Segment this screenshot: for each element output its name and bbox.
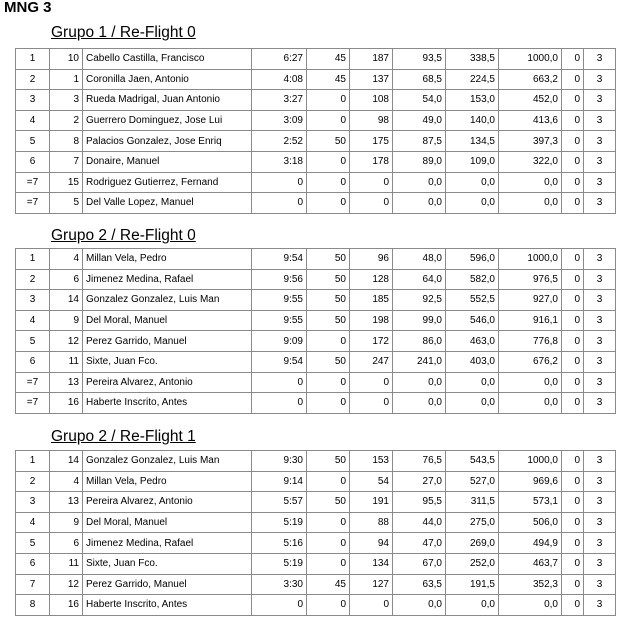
total-cell: 311,5 xyxy=(446,492,499,513)
landing-points-cell: 0 xyxy=(307,553,350,574)
total-cell: 191,5 xyxy=(446,574,499,595)
raw-score-cell: 137 xyxy=(350,69,393,90)
landing-points-cell: 50 xyxy=(307,249,350,270)
penalty-cell: 0 xyxy=(562,574,584,595)
flight-time-cell: 0 xyxy=(252,595,307,616)
table-row xyxy=(16,249,616,270)
total-cell: 109,0 xyxy=(446,151,499,172)
total-cell: 403,0 xyxy=(446,351,499,372)
raw-score-cell: 198 xyxy=(350,310,393,331)
raw-score-cell: 98 xyxy=(350,110,393,131)
pilot-number-cell: 2 xyxy=(50,110,83,131)
rank-cell: 6 xyxy=(16,351,50,372)
landing-points-cell: 50 xyxy=(307,269,350,290)
half-score-cell: 0,0 xyxy=(393,172,446,193)
total-cell: 338,5 xyxy=(446,49,499,70)
raw-score-cell: 153 xyxy=(350,451,393,472)
table-row xyxy=(16,90,616,111)
rank-cell: =7 xyxy=(16,393,50,414)
half-score-cell: 241,0 xyxy=(393,351,446,372)
round-cell: 3 xyxy=(584,131,616,152)
pilot-number-cell: 9 xyxy=(50,310,83,331)
table-row xyxy=(16,393,616,414)
penalty-cell: 0 xyxy=(562,351,584,372)
table-row xyxy=(16,512,616,533)
table-row xyxy=(16,372,616,393)
raw-score-cell: 94 xyxy=(350,533,393,554)
raw-score-cell: 0 xyxy=(350,595,393,616)
half-score-cell: 49,0 xyxy=(393,110,446,131)
rank-cell: 2 xyxy=(16,69,50,90)
half-score-cell: 87,5 xyxy=(393,131,446,152)
landing-points-cell: 45 xyxy=(307,49,350,70)
table-row xyxy=(16,269,616,290)
half-score-cell: 67,0 xyxy=(393,553,446,574)
half-score-cell: 92,5 xyxy=(393,290,446,311)
table-row xyxy=(16,471,616,492)
flight-time-cell: 4:08 xyxy=(252,69,307,90)
landing-points-cell: 50 xyxy=(307,290,350,311)
round-cell: 3 xyxy=(584,451,616,472)
normalized-score-cell: 494,9 xyxy=(499,533,562,554)
total-cell: 275,0 xyxy=(446,512,499,533)
pilot-name-cell: Haberte Inscrito, Antes xyxy=(83,595,252,616)
landing-points-cell: 0 xyxy=(307,151,350,172)
penalty-cell: 0 xyxy=(562,269,584,290)
raw-score-cell: 128 xyxy=(350,269,393,290)
total-cell: 153,0 xyxy=(446,90,499,111)
round-cell: 3 xyxy=(584,574,616,595)
pilot-name-cell: Rueda Madrigal, Juan Antonio xyxy=(83,90,252,111)
rank-cell: =7 xyxy=(16,193,50,214)
normalized-score-cell: 0,0 xyxy=(499,595,562,616)
rank-cell: 5 xyxy=(16,533,50,554)
table-row xyxy=(16,553,616,574)
raw-score-cell: 96 xyxy=(350,249,393,270)
group-1-table xyxy=(15,48,616,214)
total-cell: 0,0 xyxy=(446,393,499,414)
penalty-cell: 0 xyxy=(562,151,584,172)
landing-points-cell: 45 xyxy=(307,69,350,90)
raw-score-cell: 247 xyxy=(350,351,393,372)
rank-cell: 4 xyxy=(16,310,50,331)
raw-score-cell: 134 xyxy=(350,553,393,574)
flight-time-cell: 9:55 xyxy=(252,310,307,331)
total-cell: 552,5 xyxy=(446,290,499,311)
table-row xyxy=(16,110,616,131)
total-cell: 546,0 xyxy=(446,310,499,331)
pilot-name-cell: Del Valle Lopez, Manuel xyxy=(83,193,252,214)
pilot-number-cell: 12 xyxy=(50,331,83,352)
flight-time-cell: 9:54 xyxy=(252,351,307,372)
rank-cell: 2 xyxy=(16,471,50,492)
half-score-cell: 93,5 xyxy=(393,49,446,70)
normalized-score-cell: 927,0 xyxy=(499,290,562,311)
pilot-number-cell: 13 xyxy=(50,492,83,513)
normalized-score-cell: 1000,0 xyxy=(499,49,562,70)
rank-cell: 1 xyxy=(16,451,50,472)
table-row xyxy=(16,131,616,152)
landing-points-cell: 0 xyxy=(307,595,350,616)
normalized-score-cell: 397,3 xyxy=(499,131,562,152)
pilot-number-cell: 6 xyxy=(50,269,83,290)
flight-time-cell: 5:19 xyxy=(252,512,307,533)
total-cell: 0,0 xyxy=(446,372,499,393)
table-row xyxy=(16,451,616,472)
raw-score-cell: 172 xyxy=(350,331,393,352)
round-cell: 3 xyxy=(584,49,616,70)
normalized-score-cell: 0,0 xyxy=(499,372,562,393)
table-row xyxy=(16,331,616,352)
round-cell: 3 xyxy=(584,290,616,311)
normalized-score-cell: 463,7 xyxy=(499,553,562,574)
half-score-cell: 64,0 xyxy=(393,269,446,290)
normalized-score-cell: 1000,0 xyxy=(499,249,562,270)
round-cell: 3 xyxy=(584,595,616,616)
penalty-cell: 0 xyxy=(562,249,584,270)
normalized-score-cell: 413,6 xyxy=(499,110,562,131)
pilot-name-cell: Pereira Alvarez, Antonio xyxy=(83,372,252,393)
landing-points-cell: 0 xyxy=(307,372,350,393)
half-score-cell: 48,0 xyxy=(393,249,446,270)
table-row xyxy=(16,193,616,214)
landing-points-cell: 50 xyxy=(307,310,350,331)
table-row xyxy=(16,49,616,70)
normalized-score-cell: 776,8 xyxy=(499,331,562,352)
flight-time-cell: 3:27 xyxy=(252,90,307,111)
flight-time-cell: 9:09 xyxy=(252,331,307,352)
landing-points-cell: 0 xyxy=(307,533,350,554)
half-score-cell: 0,0 xyxy=(393,595,446,616)
penalty-cell: 0 xyxy=(562,172,584,193)
penalty-cell: 0 xyxy=(562,193,584,214)
penalty-cell: 0 xyxy=(562,49,584,70)
half-score-cell: 27,0 xyxy=(393,471,446,492)
pilot-number-cell: 7 xyxy=(50,151,83,172)
flight-time-cell: 0 xyxy=(252,393,307,414)
normalized-score-cell: 452,0 xyxy=(499,90,562,111)
round-cell: 3 xyxy=(584,249,616,270)
total-cell: 140,0 xyxy=(446,110,499,131)
flight-time-cell: 5:16 xyxy=(252,533,307,554)
round-cell: 3 xyxy=(584,331,616,352)
pilot-name-cell: Donaire, Manuel xyxy=(83,151,252,172)
table-row xyxy=(16,595,616,616)
landing-points-cell: 45 xyxy=(307,574,350,595)
rank-cell: =7 xyxy=(16,172,50,193)
half-score-cell: 47,0 xyxy=(393,533,446,554)
round-cell: 3 xyxy=(584,172,616,193)
pilot-number-cell: 15 xyxy=(50,172,83,193)
rank-cell: =7 xyxy=(16,372,50,393)
landing-points-cell: 50 xyxy=(307,451,350,472)
landing-points-cell: 0 xyxy=(307,512,350,533)
round-cell: 3 xyxy=(584,193,616,214)
pilot-number-cell: 16 xyxy=(50,393,83,414)
round-cell: 3 xyxy=(584,151,616,172)
total-cell: 543,5 xyxy=(446,451,499,472)
penalty-cell: 0 xyxy=(562,595,584,616)
penalty-cell: 0 xyxy=(562,90,584,111)
landing-points-cell: 50 xyxy=(307,492,350,513)
penalty-cell: 0 xyxy=(562,69,584,90)
rank-cell: 5 xyxy=(16,131,50,152)
total-cell: 596,0 xyxy=(446,249,499,270)
pilot-name-cell: Sixte, Juan Fco. xyxy=(83,351,252,372)
pilot-number-cell: 4 xyxy=(50,249,83,270)
landing-points-cell: 0 xyxy=(307,471,350,492)
penalty-cell: 0 xyxy=(562,110,584,131)
pilot-name-cell: Coronilla Jaen, Antonio xyxy=(83,69,252,90)
normalized-score-cell: 976,5 xyxy=(499,269,562,290)
flight-time-cell: 2:52 xyxy=(252,131,307,152)
round-cell: 3 xyxy=(584,110,616,131)
pilot-number-cell: 3 xyxy=(50,90,83,111)
flight-time-cell: 3:18 xyxy=(252,151,307,172)
pilot-number-cell: 1 xyxy=(50,69,83,90)
flight-time-cell: 9:54 xyxy=(252,249,307,270)
pilot-number-cell: 14 xyxy=(50,451,83,472)
table-row xyxy=(16,533,616,554)
pilot-name-cell: Del Moral, Manuel xyxy=(83,310,252,331)
flight-time-cell: 9:55 xyxy=(252,290,307,311)
pilot-number-cell: 6 xyxy=(50,533,83,554)
pilot-name-cell: Sixte, Juan Fco. xyxy=(83,553,252,574)
landing-points-cell: 0 xyxy=(307,90,350,111)
round-cell: 3 xyxy=(584,269,616,290)
page-title: MNG 3 xyxy=(4,0,52,16)
flight-time-cell: 3:09 xyxy=(252,110,307,131)
landing-points-cell: 50 xyxy=(307,351,350,372)
group-2-table xyxy=(15,248,616,414)
group-2-title: Grupo 2 / Re-Flight 0 xyxy=(51,227,196,244)
pilot-number-cell: 11 xyxy=(50,351,83,372)
pilot-number-cell: 8 xyxy=(50,131,83,152)
pilot-number-cell: 11 xyxy=(50,553,83,574)
half-score-cell: 99,0 xyxy=(393,310,446,331)
total-cell: 269,0 xyxy=(446,533,499,554)
penalty-cell: 0 xyxy=(562,471,584,492)
rank-cell: 1 xyxy=(16,49,50,70)
normalized-score-cell: 352,3 xyxy=(499,574,562,595)
rank-cell: 2 xyxy=(16,269,50,290)
flight-time-cell: 0 xyxy=(252,172,307,193)
raw-score-cell: 88 xyxy=(350,512,393,533)
rank-cell: 7 xyxy=(16,574,50,595)
landing-points-cell: 0 xyxy=(307,172,350,193)
pilot-name-cell: Palacios Gonzalez, Jose Enriq xyxy=(83,131,252,152)
rank-cell: 8 xyxy=(16,595,50,616)
penalty-cell: 0 xyxy=(562,512,584,533)
pilot-number-cell: 10 xyxy=(50,49,83,70)
flight-time-cell: 5:57 xyxy=(252,492,307,513)
raw-score-cell: 54 xyxy=(350,471,393,492)
penalty-cell: 0 xyxy=(562,290,584,311)
total-cell: 527,0 xyxy=(446,471,499,492)
pilot-name-cell: Millan Vela, Pedro xyxy=(83,249,252,270)
pilot-name-cell: Jimenez Medina, Rafael xyxy=(83,533,252,554)
landing-points-cell: 50 xyxy=(307,131,350,152)
normalized-score-cell: 0,0 xyxy=(499,393,562,414)
pilot-name-cell: Millan Vela, Pedro xyxy=(83,471,252,492)
total-cell: 0,0 xyxy=(446,595,499,616)
table-row xyxy=(16,492,616,513)
penalty-cell: 0 xyxy=(562,310,584,331)
raw-score-cell: 0 xyxy=(350,393,393,414)
group-1-title: Grupo 1 / Re-Flight 0 xyxy=(51,24,196,41)
pilot-name-cell: Pereira Alvarez, Antonio xyxy=(83,492,252,513)
total-cell: 134,5 xyxy=(446,131,499,152)
pilot-name-cell: Rodriguez Gutierrez, Fernand xyxy=(83,172,252,193)
total-cell: 0,0 xyxy=(446,193,499,214)
pilot-name-cell: Haberte Inscrito, Antes xyxy=(83,393,252,414)
normalized-score-cell: 322,0 xyxy=(499,151,562,172)
flight-time-cell: 3:30 xyxy=(252,574,307,595)
group-3-title: Grupo 2 / Re-Flight 1 xyxy=(51,428,196,445)
penalty-cell: 0 xyxy=(562,393,584,414)
normalized-score-cell: 1000,0 xyxy=(499,451,562,472)
pilot-name-cell: Gonzalez Gonzalez, Luis Man xyxy=(83,290,252,311)
rank-cell: 3 xyxy=(16,492,50,513)
half-score-cell: 89,0 xyxy=(393,151,446,172)
rank-cell: 6 xyxy=(16,553,50,574)
round-cell: 3 xyxy=(584,69,616,90)
round-cell: 3 xyxy=(584,553,616,574)
half-score-cell: 44,0 xyxy=(393,512,446,533)
half-score-cell: 86,0 xyxy=(393,331,446,352)
table-row xyxy=(16,290,616,311)
rank-cell: 5 xyxy=(16,331,50,352)
half-score-cell: 0,0 xyxy=(393,393,446,414)
rank-cell: 3 xyxy=(16,290,50,311)
rank-cell: 1 xyxy=(16,249,50,270)
half-score-cell: 0,0 xyxy=(393,193,446,214)
pilot-name-cell: Perez Garrido, Manuel xyxy=(83,574,252,595)
total-cell: 582,0 xyxy=(446,269,499,290)
penalty-cell: 0 xyxy=(562,492,584,513)
total-cell: 224,5 xyxy=(446,69,499,90)
rank-cell: 4 xyxy=(16,110,50,131)
round-cell: 3 xyxy=(584,533,616,554)
pilot-number-cell: 14 xyxy=(50,290,83,311)
pilot-number-cell: 5 xyxy=(50,193,83,214)
pilot-number-cell: 12 xyxy=(50,574,83,595)
round-cell: 3 xyxy=(584,492,616,513)
half-score-cell: 63,5 xyxy=(393,574,446,595)
penalty-cell: 0 xyxy=(562,553,584,574)
raw-score-cell: 108 xyxy=(350,90,393,111)
round-cell: 3 xyxy=(584,471,616,492)
normalized-score-cell: 969,6 xyxy=(499,471,562,492)
raw-score-cell: 175 xyxy=(350,131,393,152)
normalized-score-cell: 663,2 xyxy=(499,69,562,90)
half-score-cell: 95,5 xyxy=(393,492,446,513)
total-cell: 252,0 xyxy=(446,553,499,574)
landing-points-cell: 0 xyxy=(307,110,350,131)
rank-cell: 3 xyxy=(16,90,50,111)
normalized-score-cell: 0,0 xyxy=(499,172,562,193)
flight-time-cell: 0 xyxy=(252,193,307,214)
flight-time-cell: 0 xyxy=(252,372,307,393)
table-row xyxy=(16,574,616,595)
round-cell: 3 xyxy=(584,90,616,111)
table-row xyxy=(16,69,616,90)
flight-time-cell: 9:56 xyxy=(252,269,307,290)
pilot-name-cell: Jimenez Medina, Rafael xyxy=(83,269,252,290)
table-row xyxy=(16,351,616,372)
penalty-cell: 0 xyxy=(562,451,584,472)
round-cell: 3 xyxy=(584,372,616,393)
flight-time-cell: 9:14 xyxy=(252,471,307,492)
raw-score-cell: 185 xyxy=(350,290,393,311)
landing-points-cell: 0 xyxy=(307,393,350,414)
table-row xyxy=(16,172,616,193)
round-cell: 3 xyxy=(584,351,616,372)
round-cell: 3 xyxy=(584,310,616,331)
normalized-score-cell: 506,0 xyxy=(499,512,562,533)
landing-points-cell: 0 xyxy=(307,193,350,214)
round-cell: 3 xyxy=(584,393,616,414)
table-row xyxy=(16,151,616,172)
penalty-cell: 0 xyxy=(562,372,584,393)
pilot-name-cell: Del Moral, Manuel xyxy=(83,512,252,533)
flight-time-cell: 9:30 xyxy=(252,451,307,472)
half-score-cell: 0,0 xyxy=(393,372,446,393)
raw-score-cell: 0 xyxy=(350,193,393,214)
half-score-cell: 68,5 xyxy=(393,69,446,90)
normalized-score-cell: 916,1 xyxy=(499,310,562,331)
flight-time-cell: 6:27 xyxy=(252,49,307,70)
group-3-table xyxy=(15,450,616,616)
flight-time-cell: 5:19 xyxy=(252,553,307,574)
rank-cell: 4 xyxy=(16,512,50,533)
normalized-score-cell: 676,2 xyxy=(499,351,562,372)
raw-score-cell: 187 xyxy=(350,49,393,70)
half-score-cell: 54,0 xyxy=(393,90,446,111)
pilot-name-cell: Perez Garrido, Manuel xyxy=(83,331,252,352)
penalty-cell: 0 xyxy=(562,533,584,554)
total-cell: 463,0 xyxy=(446,331,499,352)
total-cell: 0,0 xyxy=(446,172,499,193)
table-row xyxy=(16,310,616,331)
half-score-cell: 76,5 xyxy=(393,451,446,472)
landing-points-cell: 0 xyxy=(307,331,350,352)
pilot-name-cell: Cabello Castilla, Francisco xyxy=(83,49,252,70)
raw-score-cell: 0 xyxy=(350,372,393,393)
normalized-score-cell: 0,0 xyxy=(499,193,562,214)
pilot-name-cell: Guerrero Dominguez, Jose Lui xyxy=(83,110,252,131)
round-cell: 3 xyxy=(584,512,616,533)
pilot-number-cell: 13 xyxy=(50,372,83,393)
pilot-name-cell: Gonzalez Gonzalez, Luis Man xyxy=(83,451,252,472)
penalty-cell: 0 xyxy=(562,131,584,152)
penalty-cell: 0 xyxy=(562,331,584,352)
raw-score-cell: 127 xyxy=(350,574,393,595)
pilot-number-cell: 9 xyxy=(50,512,83,533)
pilot-number-cell: 16 xyxy=(50,595,83,616)
raw-score-cell: 0 xyxy=(350,172,393,193)
raw-score-cell: 178 xyxy=(350,151,393,172)
raw-score-cell: 191 xyxy=(350,492,393,513)
normalized-score-cell: 573,1 xyxy=(499,492,562,513)
pilot-number-cell: 4 xyxy=(50,471,83,492)
rank-cell: 6 xyxy=(16,151,50,172)
